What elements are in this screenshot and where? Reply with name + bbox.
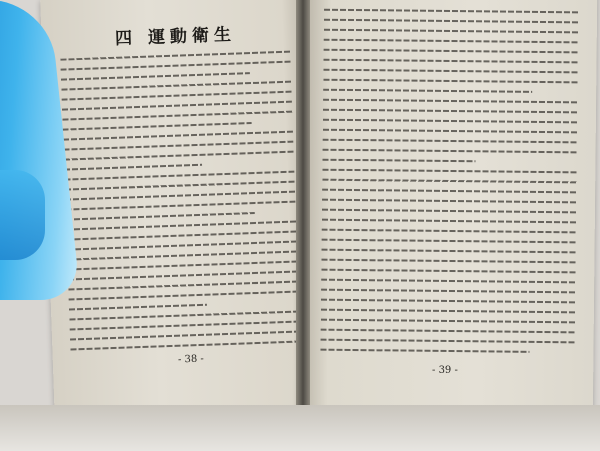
left-page-number: - 38 -: [177, 353, 205, 366]
right-page: [298, 0, 597, 422]
book-gutter: [296, 0, 310, 430]
chapter-title: 四 運動衛生: [114, 24, 237, 50]
left-page-number-value: 38: [184, 353, 198, 366]
right-page-text: [320, 9, 579, 362]
blue-plastic-tab: [0, 170, 45, 260]
right-page-number: - 39 -: [432, 365, 458, 376]
right-page-number-value: 39: [438, 365, 452, 376]
left-page-text: [60, 51, 300, 359]
table-surface: [0, 405, 600, 451]
